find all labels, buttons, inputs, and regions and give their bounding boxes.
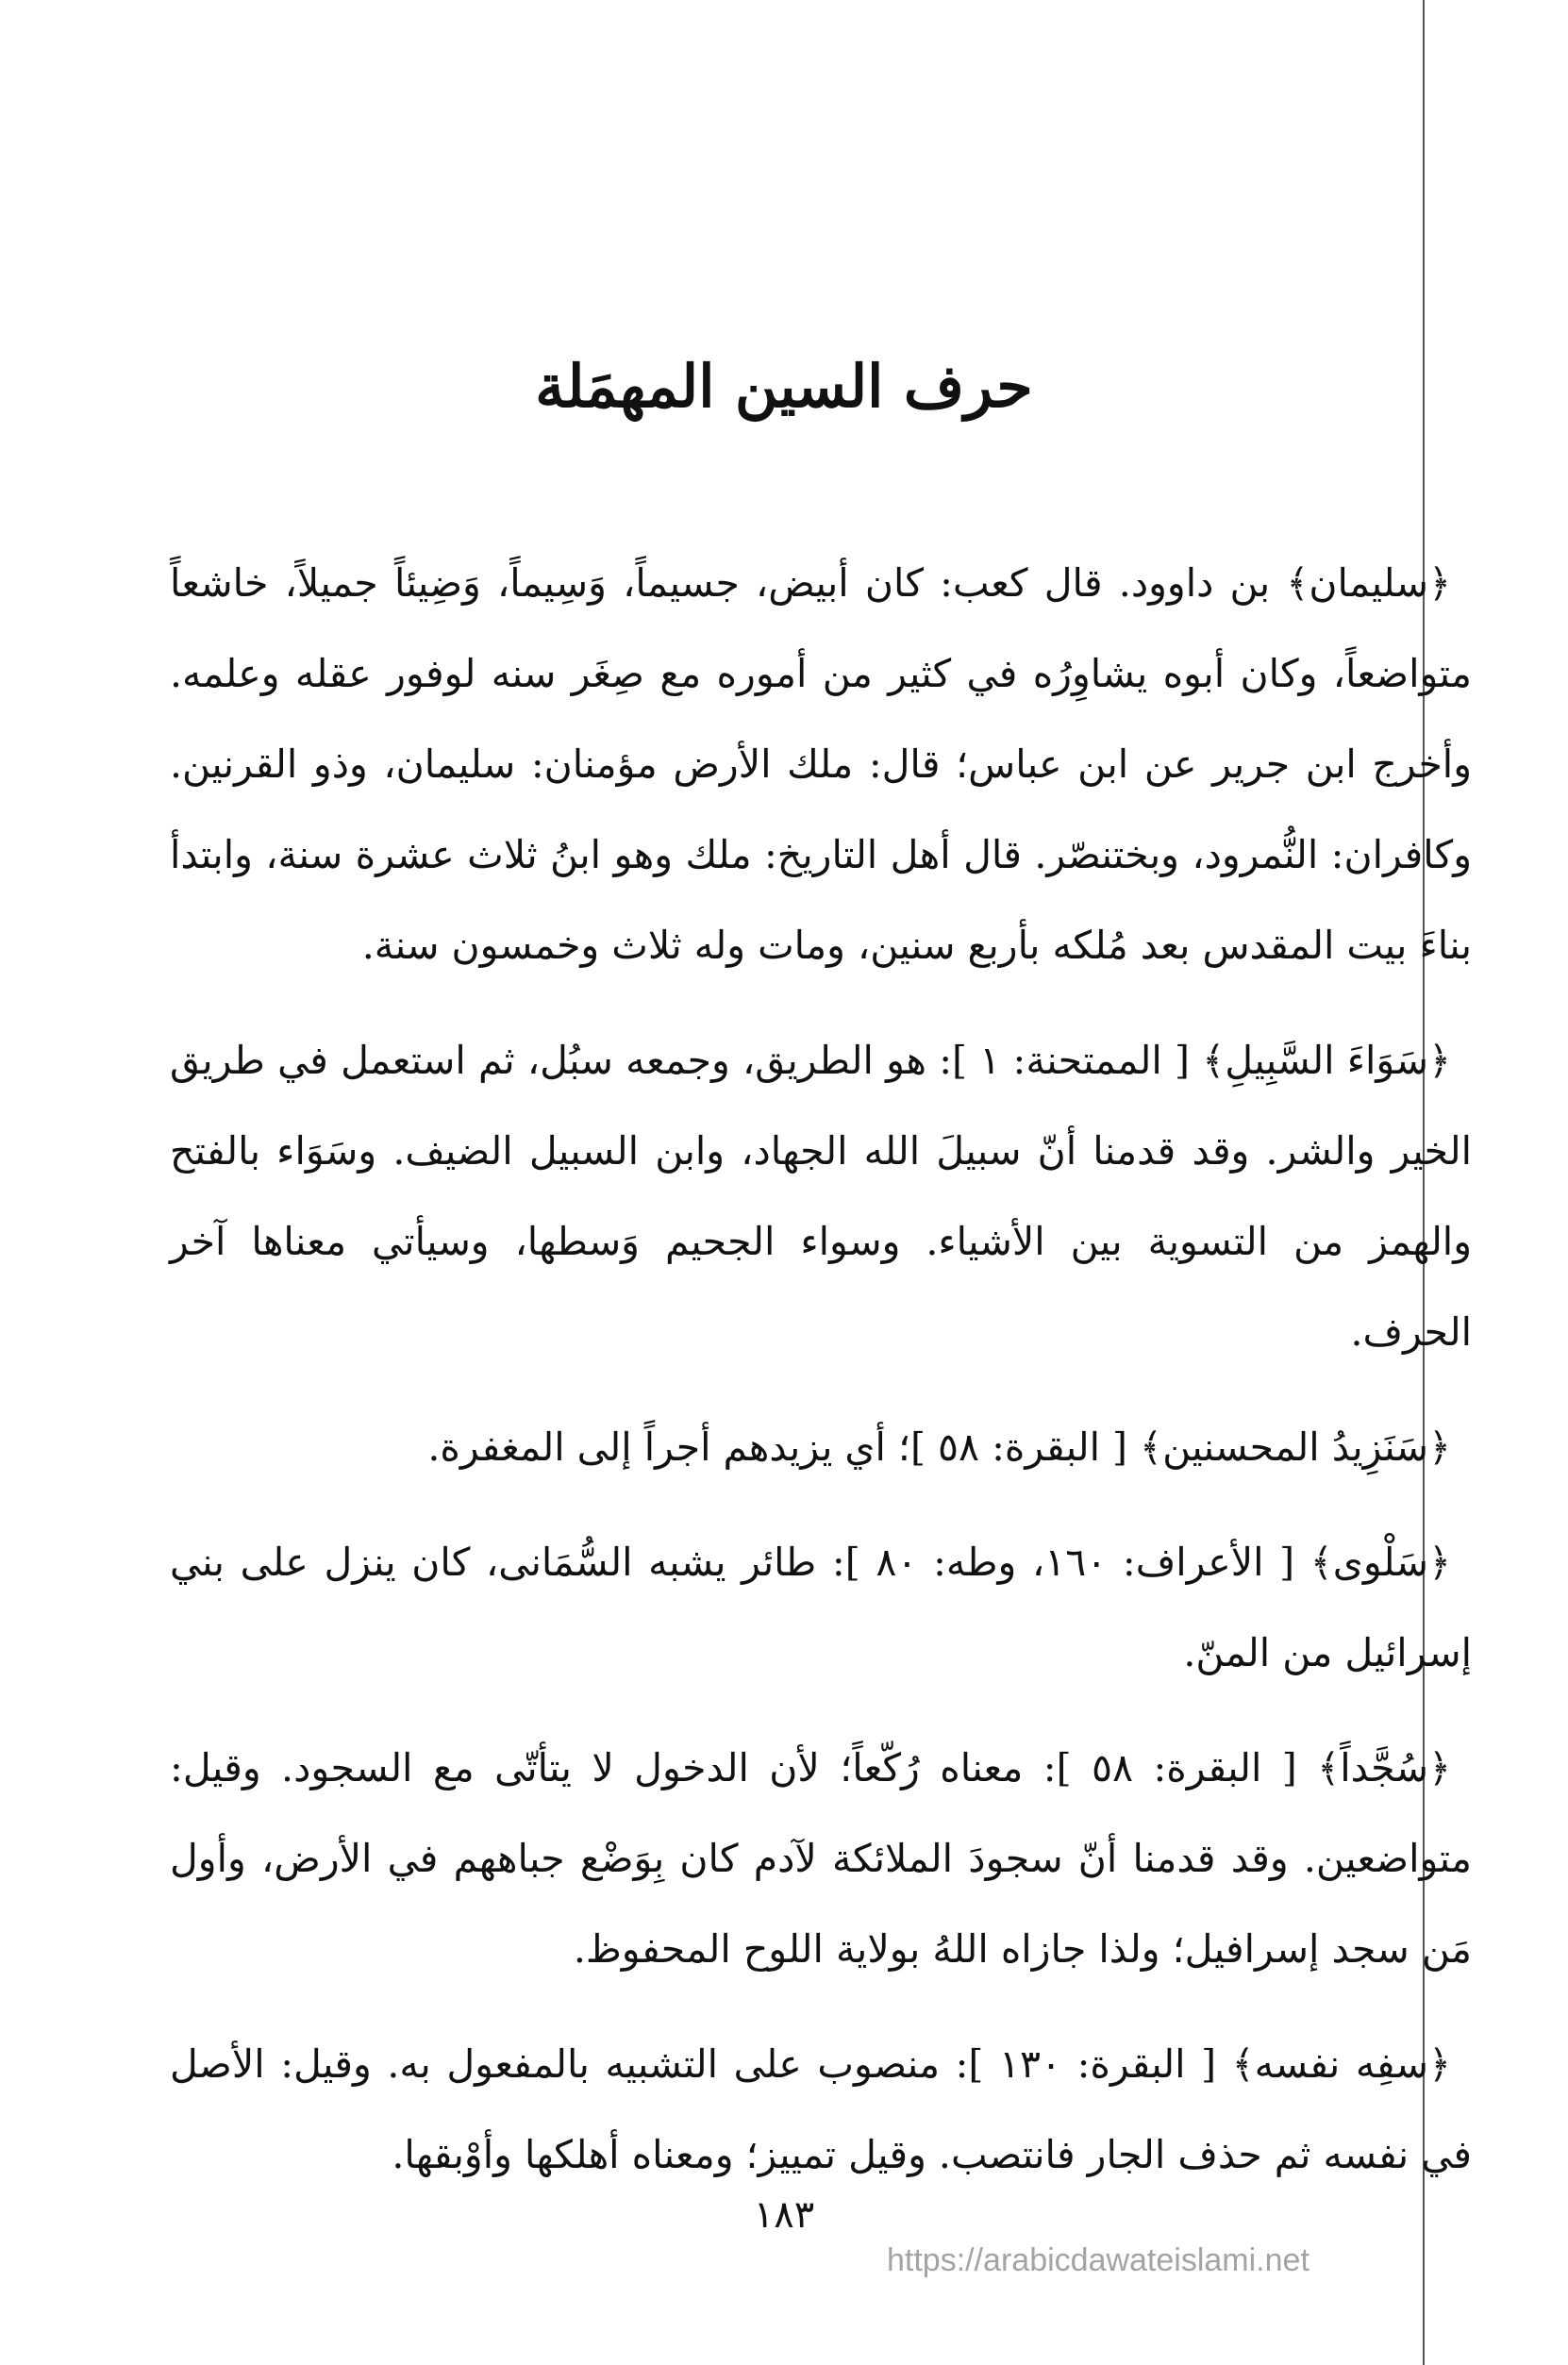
entry-sulayman: ﴿سليمان﴾ بن داوود. قال كعب: كان أبيض، جسيماً، وَسِيماً، وَضِيئاً جميلاً، خاشعاً متواضعاً، وكان أبوه يشاوِرُه في كثير من أموره مع صِغَر سنه لوفور عقله وعلمه. وأخرج ابن جرير عن ابن عباس؛ قال: ملك الأرض مؤمنان: سليمان، وذو القرنين. وكافران: النُّمرود، وبختنصّر. قال أهل التاريخ: ملك وهو ابنُ ثلاث عشرة سنة، وابتدأ بناءَ بيت المقدس بعد مُلكه بأربع سنين، ومات وله ثلاث وخمسون سنة. bbox=[170, 560, 1472, 968]
entry-salwa: ﴿سَلْوى﴾ [ الأعراف: ١٦٠، وطه: ٨٠ ]: طائر يشبه السُّمَانى، كان ينزل على بني إسرائيل من المنّ. bbox=[170, 1540, 1472, 1675]
entry-sawa-al-sabil: ﴿سَوَاءَ السَّبِيلِ﴾ [ الممتحنة: ١ ]: هو الطريق، وجمعه سبُل، ثم استعمل في طريق الخير والشر. وقد قدمنا أنّ سبيلَ الله الجهاد، وابن السبيل الضيف. وسَوَاء بالفتح والهمز من التسوية بين الأشياء. وسواء الجحيم وَسطها، وسيأتي معناها آخر الحرف. bbox=[170, 1038, 1472, 1355]
body-text bbox=[170, 538, 1472, 2224]
page-number: ١٨٣ bbox=[753, 2193, 815, 2237]
entry-sanazid: ﴿سَنَزِيدُ المحسنين﴾ [ البقرة: ٥٨ ]؛ أي يزيدهم أجراً إلى المغفرة. bbox=[427, 1424, 1451, 1470]
entry-sujjadan: ﴿سُجَّداً﴾ [ البقرة: ٥٨ ]: معناه رُكّعاً؛ لأن الدخول لا يتأتّى مع السجود. وقيل: متواضعين. وقد قدمنا أنّ سجودَ الملائكة لآدم كان بِوَضْع جباههم في الأرض، وأول مَن سجد إسرافيل؛ ولذا جازاه اللهُ بولاية اللوح المحفوظ. bbox=[170, 1745, 1472, 1972]
chapter-title: حرف السين المهمَلة bbox=[535, 352, 1033, 421]
entry-safiha-nafsahu: ﴿سفِه نفسه﴾ [ البقرة: ١٣٠ ]: منصوب على التشبيه بالمفعول به. وقيل: الأصل في نفسه ثم حذف الجار فانتصب. وقيل تمييز؛ ومعناه أهلكها وأوْبقها. bbox=[170, 2041, 1472, 2177]
watermark-url: https://arabicdawateislami.net bbox=[887, 2242, 1309, 2278]
